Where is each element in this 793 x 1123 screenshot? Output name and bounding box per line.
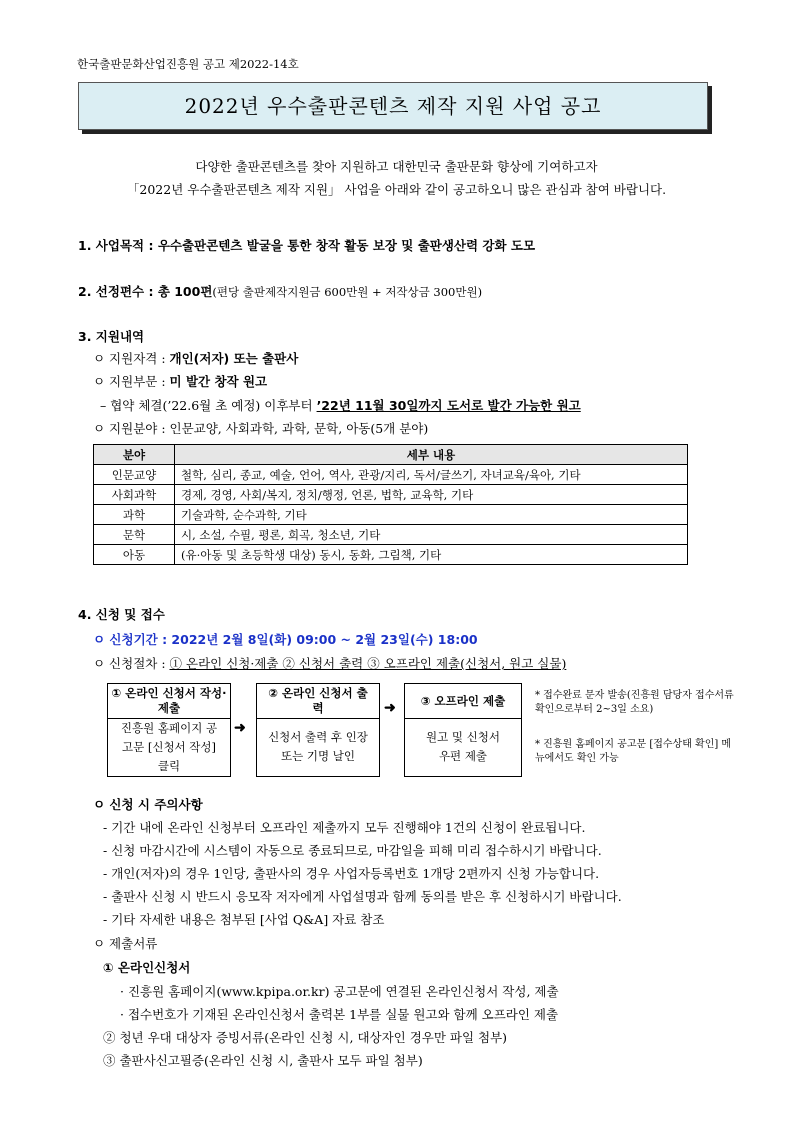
- apply-period: ㅇ 신청기간 : 2022년 2월 8일(화) 09:00 ~ 2월 23일(수) 18:00: [93, 632, 478, 647]
- table-header-field: 분야: [94, 445, 175, 465]
- part-sub-line: [100, 396, 581, 414]
- part-line: [93, 372, 267, 390]
- flow-note-2: * 진흥원 홈페이지 공고문 [접수상태 확인] 메뉴에서도 확인 가능: [535, 739, 732, 764]
- table-cell-detail: 기술과학, 순수과학, 기타: [175, 505, 688, 525]
- caution-item: - 기타 자세한 내용은 첨부된 [사업 Q&A] 자료 참조: [103, 912, 385, 927]
- table-cell-field: 아동: [94, 545, 175, 565]
- flow-step-2-title: ② 온라인 신청서 출력: [257, 684, 379, 719]
- table-row: [94, 505, 688, 525]
- doc3-item: ③ 출판사신고필증(온라인 신청 시, 출판사 모두 파일 첨부): [103, 1053, 423, 1068]
- flow-step-1-title: ① 온라인 신청서 작성·제출: [108, 684, 230, 719]
- table-header-detail: 세부 내용: [175, 445, 688, 465]
- table-cell-field: 사회과학: [94, 485, 175, 505]
- table-row: [94, 465, 688, 485]
- section-count-detail: (편당 출판제작지원금 600만원 + 저작상금 300만원): [212, 285, 483, 299]
- document-number: 한국출판문화산업진흥원 공고 제2022-14호: [77, 57, 299, 71]
- caution-item: - 개인(저자)의 경우 1인당, 출판사의 경우 사업자등록번호 1개당 2편까지 신청 가능합니다.: [103, 866, 600, 881]
- part-sub-prefix: – 협약 체결(’22.6월 초 예정) 이후부터: [100, 398, 317, 413]
- doc1-item: · 진흥원 홈페이지(www.kpipa.or.kr) 공고문에 연결된 온라인신청서 작성, 제출: [120, 984, 559, 999]
- doc2-item: ② 청년 우대 대상자 증빙서류(온라인 신청 시, 대상자인 경우만 파일 첨부): [103, 1030, 508, 1045]
- flow-step-1-body: 진흥원 홈페이지 공고문 [신청서 작성] 클릭: [120, 720, 218, 773]
- flow-step-3-title: ③ 오프라인 제출: [405, 684, 521, 719]
- table-cell-detail: (유·아동 및 초등학생 대상) 동시, 동화, 그림책, 기타: [175, 545, 688, 565]
- procedure-label: ㅇ 신청절차 :: [93, 656, 170, 671]
- table-cell-field: 과학: [94, 505, 175, 525]
- flow-note-1: * 접수완료 문자 발송(진흥원 담당자 접수서류 확인으로부터 2~3일 소요): [535, 690, 734, 715]
- support-field-table: [93, 444, 688, 565]
- flow-step-2-body: 신청서 출력 후 인장 또는 기명 날인: [268, 730, 368, 763]
- section-apply-heading: 4. 신청 및 접수: [78, 607, 165, 622]
- section-purpose: [78, 236, 535, 254]
- table-cell-field: 인문교양: [94, 465, 175, 485]
- flow-step-3: [404, 683, 522, 777]
- doc1-heading: ① 온라인신청서: [103, 960, 191, 975]
- intro-line-2: 「2022년 우수출판콘텐츠 제작 지원」 사업을 아래와 같이 공고하오니 많은 관심과 참여 바랍니다.: [126, 182, 667, 197]
- flow-arrow-icon: ➜: [384, 700, 396, 716]
- qualification-label: ㅇ 지원자격 :: [93, 351, 170, 366]
- flow-step-2: [256, 683, 380, 777]
- field-line: ㅇ 지원분야 : 인문교양, 사회과학, 과학, 문학, 아동(5개 분야): [93, 421, 429, 436]
- section-purpose-label: 1. 사업목적 :: [78, 238, 158, 253]
- docs-heading: ㅇ 제출서류: [93, 936, 158, 951]
- flow-step-3-body: 원고 및 신청서 우편 제출: [426, 730, 500, 763]
- section-count-label: 2. 선정편수 :: [78, 284, 158, 299]
- qualification-value: 개인(저자) 또는 출판사: [169, 351, 299, 366]
- part-value: 미 발간 창작 원고: [169, 374, 268, 389]
- procedure-line: [93, 654, 566, 672]
- caution-item: - 기간 내에 온라인 신청부터 오프라인 제출까지 모두 진행해야 1건의 신청이 완료됩니다.: [103, 820, 586, 835]
- section-support-heading: 3. 지원내역: [78, 329, 145, 344]
- flow-step-1: [107, 683, 231, 777]
- table-cell-detail: 시, 소설, 수필, 평론, 희곡, 청소년, 기타: [175, 525, 688, 545]
- section-purpose-text: 우수출판콘텐츠 발굴을 통한 창작 활동 보장 및 출판생산력 강화 도모: [157, 238, 536, 253]
- doc1-item: · 접수번호가 기재된 온라인신청서 출력본 1부를 실물 원고와 함께 오프라인 제출: [120, 1007, 559, 1022]
- intro-line-1: 다양한 출판콘텐츠를 찾아 지원하고 대한민국 출판문화 향상에 기여하고자: [195, 159, 598, 174]
- procedure-steps: ① 온라인 신청·제출 ② 신청서 출력 ③ 오프라인 제출(신청서, 원고 실물): [169, 656, 567, 671]
- table-row: [94, 485, 688, 505]
- part-sub-bold: ’22년 11월 30일까지 도서로 발간 가능한 원고: [316, 398, 581, 413]
- section-count: [78, 282, 482, 300]
- caution-item: - 출판사 신청 시 반드시 응모작 저자에게 사업설명과 함께 동의를 받은 후 신청하시기 바랍니다.: [103, 889, 622, 904]
- caution-item: - 신청 마감시간에 시스템이 자동으로 종료되므로, 마감일을 피해 미리 접수하시기 바랍니다.: [103, 843, 602, 858]
- qualification-line: [93, 349, 298, 367]
- table-cell-detail: 철학, 심리, 종교, 예술, 언어, 역사, 관광/지리, 독서/글쓰기, 자녀교육/육아, 기타: [175, 465, 688, 485]
- table-cell-field: 문학: [94, 525, 175, 545]
- table-header-row: [94, 445, 688, 465]
- caution-heading: ㅇ 신청 시 주의사항: [93, 797, 203, 812]
- flow-arrow-icon: ➜: [234, 720, 246, 736]
- section-count-bold: 총 100편: [157, 284, 213, 299]
- page-title: 2022년 우수출판콘텐츠 제작 지원 사업 공고: [78, 82, 708, 130]
- table-row: [94, 545, 688, 565]
- table-row: [94, 525, 688, 545]
- part-label: ㅇ 지원부문 :: [93, 374, 170, 389]
- table-cell-detail: 경제, 경영, 사회/복지, 정치/행정, 언론, 법학, 교육학, 기타: [175, 485, 688, 505]
